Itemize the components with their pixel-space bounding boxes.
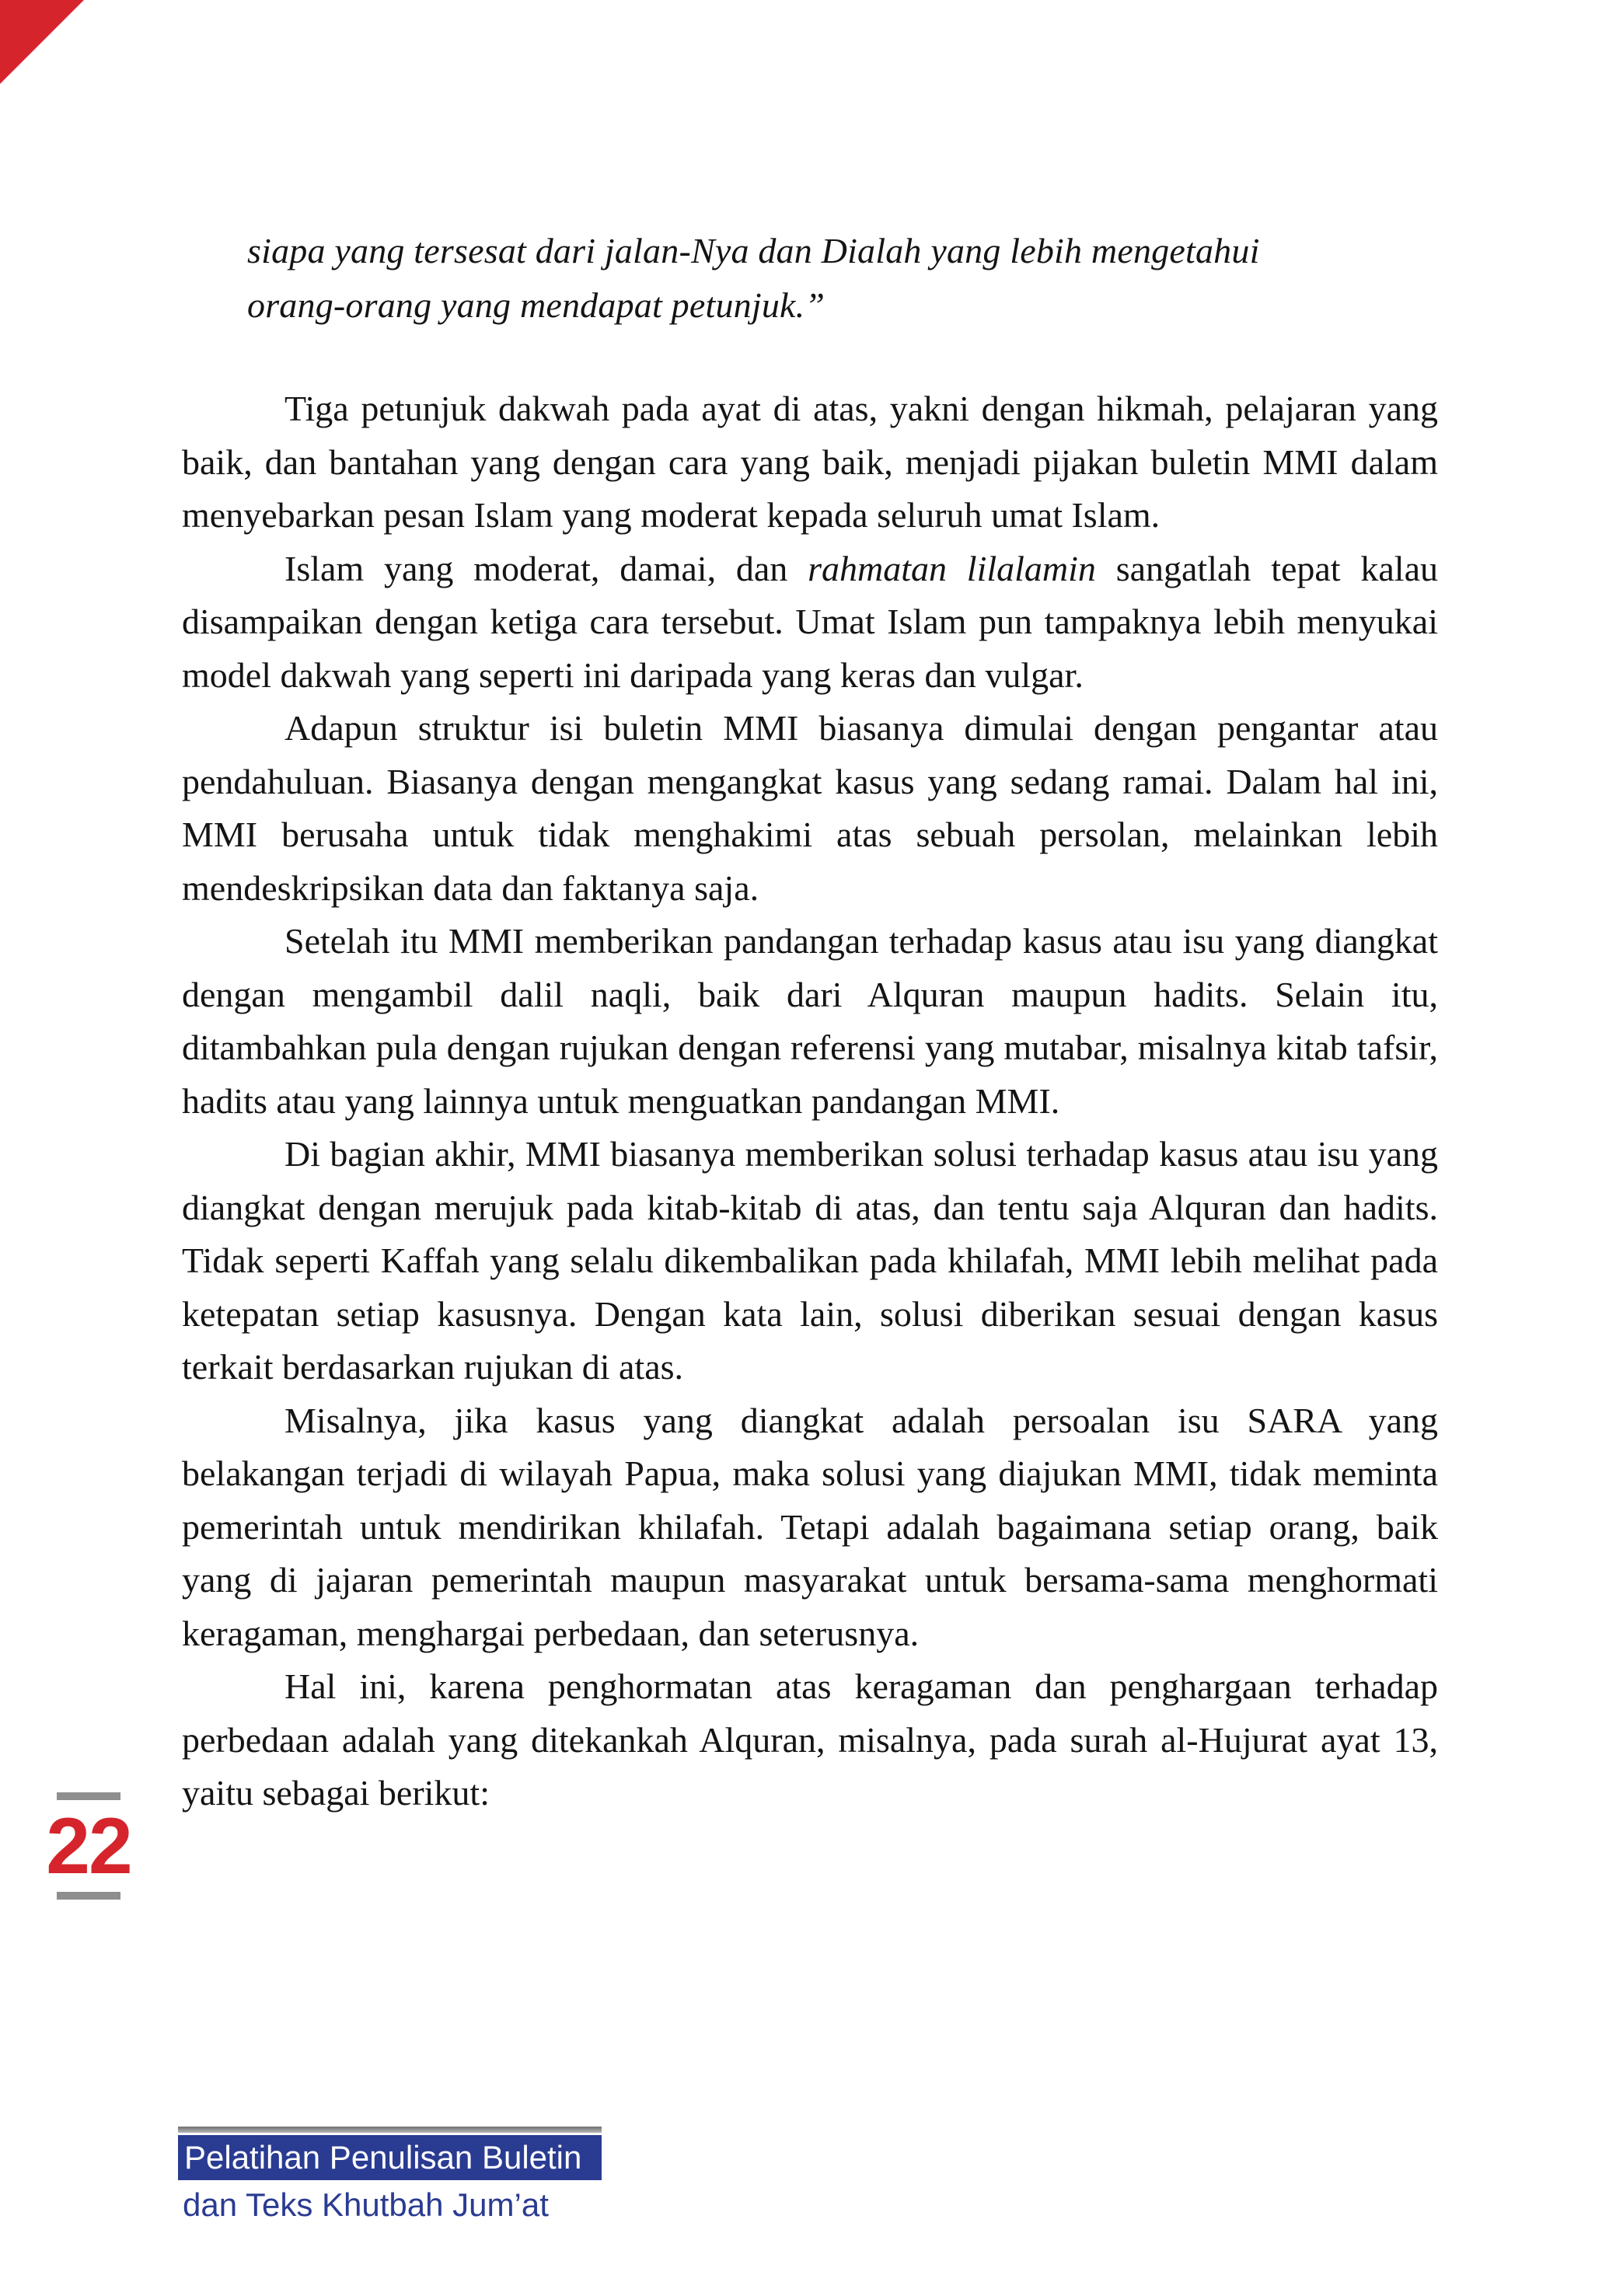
paragraph-segment: Tiga petunjuk dakwah pada ayat di atas, yakni dengan hikmah, pelajaran yang baik, dan bantahan yang dengan cara yang baik, menjadi pijakan buletin MMI dalam menyebarkan pesan Islam yang moderat kepada seluruh umat Islam. bbox=[182, 389, 1438, 535]
corner-fold-triangle bbox=[0, 0, 84, 84]
paragraph bbox=[182, 1128, 1438, 1394]
paragraph-segment: sangatlah tepat kalau disampaikan dengan ketiga cara tersebut. Umat Islam pun tampaknya lebih menyukai model dakwah yang seperti ini daripada yang keras dan vulgar. bbox=[182, 548, 1438, 695]
paragraph-segment: Di bagian akhir, MMI biasanya memberikan solusi terhadap kasus atau isu yang diangkat dengan merujuk pada kitab-kitab di atas, dan tentu saja Alquran dan hadits. Tidak seperti Kaffah yang selalu dikembalikan pada khilafah, MMI lebih melihat pada ketepatan setiap kasusnya. Dengan kata lain, solusi diberikan sesuai dengan kasus terkait berdasarkan rujukan di atas. bbox=[182, 1134, 1438, 1387]
footer-title: Pelatihan Penulisan Buletin bbox=[184, 2139, 582, 2176]
page-number-bar-bottom bbox=[57, 1892, 120, 1900]
quote-line: orang-orang yang mendapat petunjuk.” bbox=[247, 285, 825, 325]
paragraph-segment: Adapun struktur isi buletin MMI biasanya dimulai dengan pengantar atau pendahuluan. Biasanya dengan mengangkat kasus yang sedang ramai. Dalam hal ini, MMI berusaha untuk tidak menghakimi atas sebuah persolan, melainkan lebih mendeskripsikan data dan faktanya saja. bbox=[182, 708, 1438, 908]
footer-subtitle: dan Teks Khutbah Jum’at bbox=[183, 2186, 549, 2223]
paragraph-segment: Hal ini, karena penghormatan atas keragaman dan penghargaan terhadap perbedaan adalah yang ditekankah Alquran, misalnya, pada surah al-Hujurat ayat 13, yaitu sebagai berikut: bbox=[182, 1666, 1438, 1813]
paragraph bbox=[182, 382, 1438, 543]
paragraph-segment: Islam yang moderat, damai, dan bbox=[284, 548, 808, 588]
paragraph-segment: Setelah itu MMI memberikan pandangan terhadap kasus atau isu yang diangkat dengan mengambil dalil naqli, baik dari Alquran maupun hadits. Selain itu, ditambahkan pula dengan rujukan dengan referensi yang mutabar, misalnya kitab tafsir, hadits atau yang lainnya untuk menguatkan pandangan MMI. bbox=[182, 921, 1438, 1121]
article-body bbox=[182, 382, 1438, 1820]
page-number: 22 bbox=[46, 1802, 131, 1890]
paragraph-segment: Misalnya, jika kasus yang diangkat adalah persoalan isu SARA yang belakangan terjadi di wilayah Papua, maka solusi yang diajukan MMI, tidak meminta pemerintah untuk mendirikan khilafah. Tetapi adalah bagaimana setiap orang, baik yang di jajaran pemerintah maupun masyarakat untuk bersama-sama menghormati keragaman, menghargai perbedaan, dan seterusnya. bbox=[182, 1400, 1438, 1653]
footer bbox=[178, 2127, 602, 2224]
page-number-bar-top bbox=[57, 1792, 120, 1800]
paragraph bbox=[182, 543, 1438, 703]
paragraph bbox=[182, 702, 1438, 915]
paragraph bbox=[182, 1394, 1438, 1661]
paragraph bbox=[182, 915, 1438, 1128]
quote-line: siapa yang tersesat dari jalan-Nya dan Dialah yang lebih mengetahui bbox=[247, 231, 1260, 270]
paragraph-italic-segment: rahmatan lilalamin bbox=[808, 548, 1096, 588]
quote-block bbox=[247, 224, 1413, 333]
footer-title-box bbox=[178, 2135, 602, 2180]
page-number-marker bbox=[43, 1792, 134, 1900]
paragraph bbox=[182, 1660, 1438, 1820]
footer-rule bbox=[178, 2127, 602, 2133]
